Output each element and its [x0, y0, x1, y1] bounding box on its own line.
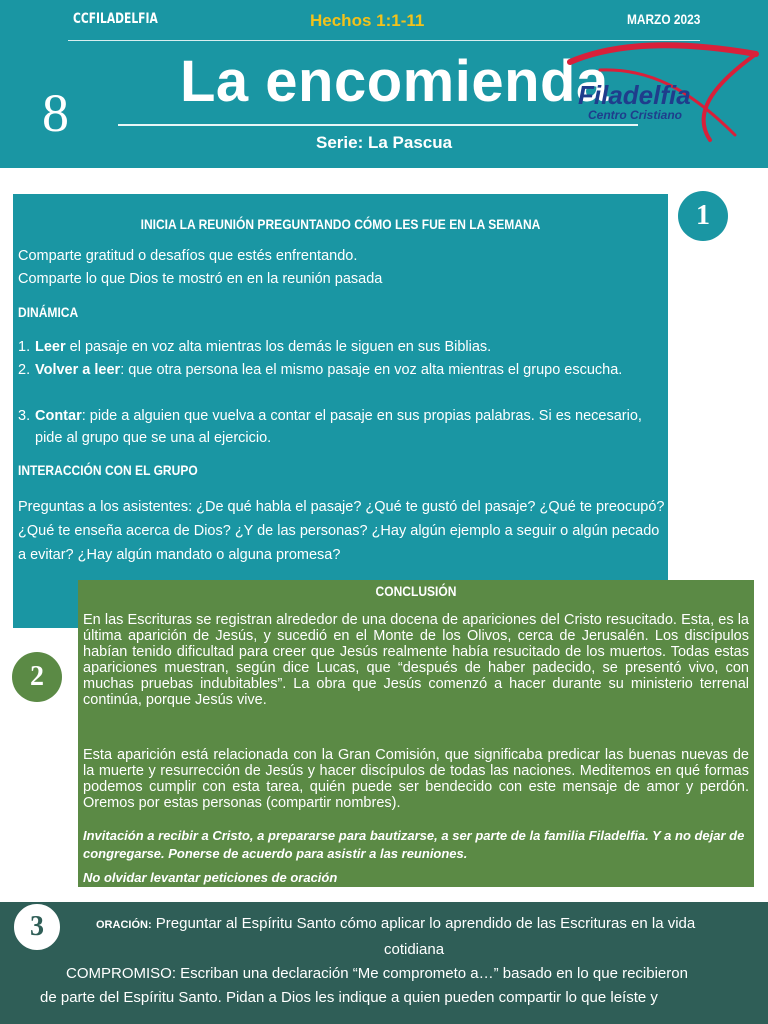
commitment-line-1: COMPROMISO: Escriban una declaración “Me comprometo a…” basado en lo que recibieron: [66, 965, 688, 982]
group-questions: Preguntas a los asistentes: ¿De qué habla el pasaje? ¿Qué te gustó del pasaje? ¿Qué te preocupó? ¿Qué te enseña acerca de Dios? ¿Y de las personas? ¿Hay algún ejemplo a seguir o algún pecado a evitar? ¿Hay algún mandato o alguna promesa?: [18, 499, 665, 563]
list-item: 2. Volver a leer: que otra persona lea el mismo pasaje en voz alta mientras el grupo escucha.: [18, 362, 623, 378]
conclusion-title: CONCLUSIÓN: [375, 583, 457, 599]
step-badge-1: 1: [678, 191, 728, 241]
logo-wordmark: Filadelfia: [578, 80, 691, 110]
conclusion-paragraph-1: En las Escrituras se registran alrededor de una docena de apariciones del Cristo resucitado. Esta, es la última aparición de Jesús, y sucedió en el Monte de los Olivos, cerca de Jerusalén. Los discípulos habían tenido dificultad para creer que Jesús realmente había resucitado de los muertos. Todas estas apariciones muestran, según dice Lucas, que “después de haber padecido, se presentó vivo, con muchas pruebas indubitables”. La obra que Jesús comenzó a hacer durante su ministerio terrenal continúa, porque Jesús vive.: [83, 612, 749, 708]
lesson-number: 8: [42, 83, 69, 143]
list-item: 1. Leer el pasaje en voz alta mientras los demás le siguen en sus Biblias.: [18, 339, 492, 355]
interaccion-heading: INTERACCIÓN CON EL GRUPO: [18, 462, 198, 478]
prayer-reminder: No olvidar levantar peticiones de oración: [83, 870, 338, 885]
org-name: CCFILADELFIA: [73, 11, 158, 27]
series-name: Serie: La Pascua: [316, 133, 453, 152]
prayer-label: ORACIÓN:: [96, 919, 152, 931]
opening-line-1: Comparte gratitud o desafíos que estés enfrentando.: [18, 248, 358, 264]
invitation-text: Invitación a recibir a Cristo, a prepararse para bautizarse, a ser parte de la familia Filadelfia. Y a no dejar de congregarse. Ponerse de acuerdo para asistir a las reuniones.: [83, 828, 745, 861]
section-opening: [13, 194, 668, 628]
logo-subtitle: Centro Cristiano: [588, 108, 683, 122]
issue-date: MARZO 2023: [626, 11, 700, 27]
section-conclusion: [78, 580, 754, 887]
prayer-line: ORACIÓN: Preguntar al Espíritu Santo cómo aplicar lo aprendido de las Escrituras en la vida: [96, 915, 696, 932]
list-item: 3. Contar: pide a alguien que vuelva a contar el pasaje en sus propias palabras. Si es necesario, pide al grupo que se una al ejercicio.: [18, 408, 642, 446]
conclusion-paragraph-2: Esta aparición está relacionada con la Gran Comisión, que significaba predicar las buenas nuevas de la muerte y resurrección de Jesús y hacer discípulos de todas las naciones. Meditemos en qué formas podemos cumplir con esta tarea, quién puede ser bendecido con este mensaje de amor y perdón. Oremos por estas personas (compartir nombres).: [83, 747, 749, 811]
page-title: La encomienda: [180, 49, 609, 114]
commitment-line-2: de parte del Espíritu Santo. Pidan a Dios les indique a quien pueden compartir lo que leíste y: [40, 989, 658, 1006]
scripture-reference: Hechos 1:1-11: [310, 11, 425, 30]
page-header: [0, 0, 768, 168]
section-opening-title: INICIA LA REUNIÓN PREGUNTANDO CÓMO LES FUE EN LA SEMANA: [140, 216, 541, 232]
step-badge-3: 3: [12, 902, 62, 952]
step-badge-2: 2: [12, 652, 62, 702]
dinamica-heading: DINÁMICA: [18, 304, 79, 320]
opening-line-2: Comparte lo que Dios te mostró en en la reunión pasada: [18, 271, 383, 287]
prayer-line-continued: cotidiana: [384, 941, 445, 958]
section-prayer-commitment: [0, 902, 768, 1024]
